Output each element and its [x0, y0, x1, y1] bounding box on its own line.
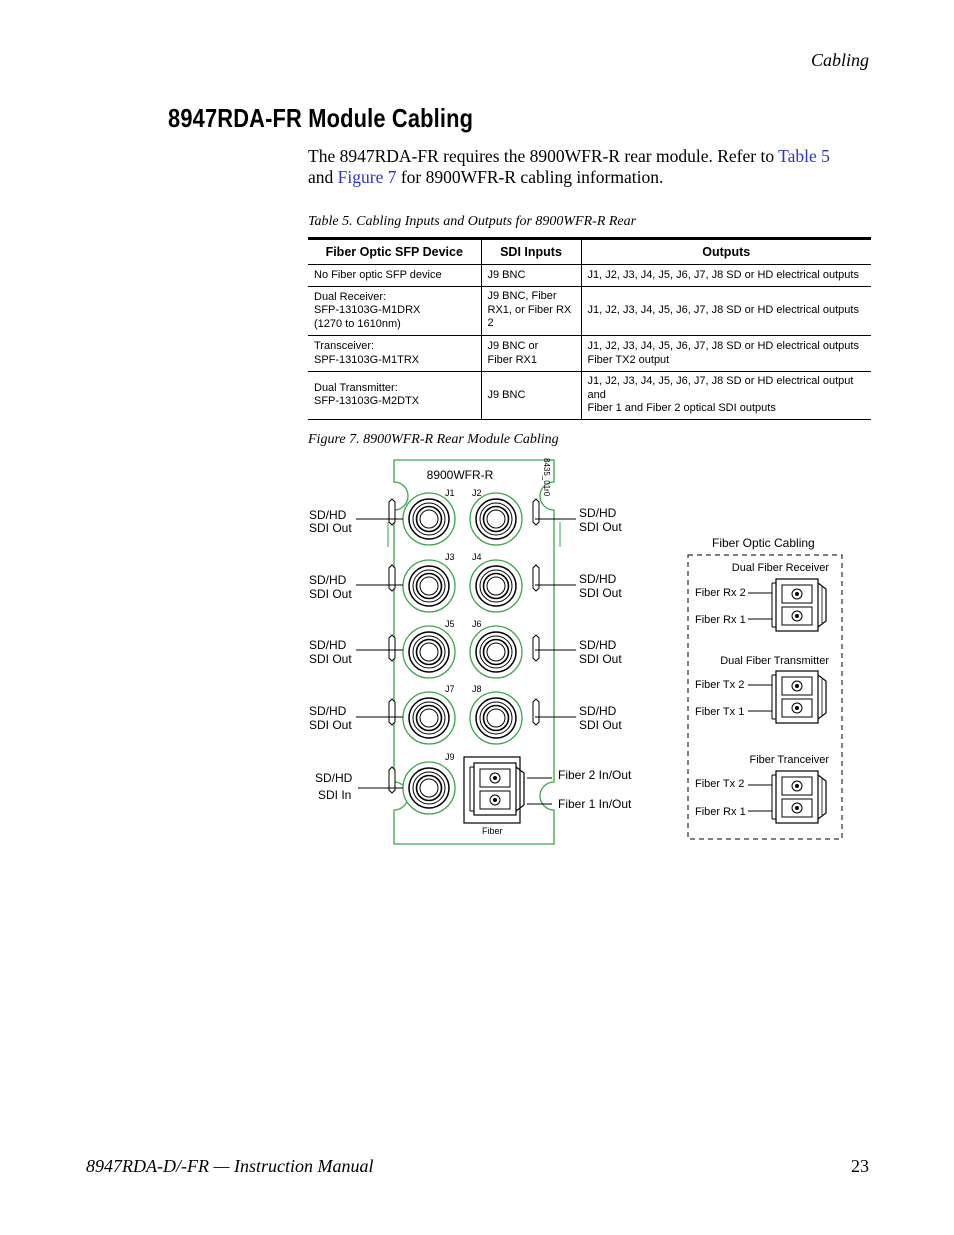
- output-label: SDI Out: [309, 652, 352, 666]
- intro-paragraph: [308, 146, 868, 188]
- inputs-cell: J9 BNC or Fiber RX1: [481, 336, 581, 372]
- bnc-connector-j3[interactable]: [403, 560, 455, 612]
- table-row: [308, 372, 871, 420]
- intro-text: The 8947RDA-FR requires the 8900WFR-R rear module. Refer to: [308, 146, 779, 166]
- output-label: SD/HD: [309, 573, 347, 587]
- output-label: SD/HD: [579, 572, 617, 586]
- bnc-connector-j5[interactable]: [403, 626, 455, 678]
- page-number: 23: [851, 1156, 869, 1176]
- bnc-connector-j6[interactable]: [470, 626, 522, 678]
- inputs-cell: J9 BNC: [481, 372, 581, 420]
- output-label: SDI Out: [309, 521, 352, 535]
- input-label: SDI In: [318, 788, 352, 802]
- connector-label: J1: [445, 488, 455, 498]
- bnc-connector-j4[interactable]: [470, 560, 522, 612]
- output-label: SD/HD: [309, 508, 347, 522]
- fiber-port-label: Fiber 1 In/Out: [558, 797, 632, 811]
- table-row: [308, 265, 871, 287]
- connector-label: J7: [445, 684, 455, 694]
- outputs-cell: J1, J2, J3, J4, J5, J6, J7, J8 SD or HD electrical output and Fiber 1 and Fiber 2 optical SDI outputs: [581, 372, 871, 420]
- fiber-label: Fiber: [482, 826, 503, 836]
- device-cell: Transceiver: SPF-13103G-M1TRX: [308, 336, 481, 372]
- fiber-group-name: Dual Fiber Transmitter: [720, 655, 829, 667]
- dual-receiver-connector: [772, 579, 826, 631]
- intro-text: and: [308, 167, 338, 187]
- bnc-connector-j7[interactable]: [403, 692, 455, 744]
- connector-label: J9: [445, 752, 455, 762]
- dual-transmitter-connector: [772, 671, 826, 723]
- input-label: SD/HD: [315, 771, 353, 785]
- connector-label: J8: [472, 684, 482, 694]
- connector-label: J3: [445, 552, 455, 562]
- column-header: SDI Inputs: [481, 239, 581, 265]
- section-title: 8947RDA-FR Module Cabling: [168, 103, 474, 133]
- figure-caption: Figure 7. 8900WFR-R Rear Module Cabling: [308, 432, 559, 447]
- fiber-port-label: Fiber Rx 1: [695, 806, 746, 818]
- table-row: [308, 336, 871, 372]
- table-header-row: [308, 239, 871, 265]
- output-label: SDI Out: [309, 587, 352, 601]
- fiber-group-name: Dual Fiber Receiver: [731, 562, 829, 574]
- connector-label: J4: [472, 552, 482, 562]
- output-label: SD/HD: [579, 638, 617, 652]
- fiber-sfp-connector[interactable]: [470, 763, 524, 815]
- device-cell: No Fiber optic SFP device: [308, 265, 481, 287]
- column-header: Fiber Optic SFP Device: [308, 239, 481, 265]
- output-label: SD/HD: [579, 506, 617, 520]
- output-label: SD/HD: [309, 704, 347, 718]
- connector-label: J6: [472, 619, 482, 629]
- fiber-box-title: Fiber Optic Cabling: [712, 536, 815, 550]
- device-cell: Dual Receiver: SFP-13103G-M1DRX (1270 to 1610nm): [308, 287, 481, 336]
- running-header: Cabling: [810, 50, 869, 70]
- output-label: SDI Out: [579, 718, 622, 732]
- table-row: [308, 287, 871, 336]
- output-label: SDI Out: [579, 586, 622, 600]
- fiber-port-label: Fiber Rx 2: [695, 587, 746, 599]
- output-label: SDI Out: [309, 718, 352, 732]
- output-label: SD/HD: [309, 638, 347, 652]
- footer-manual-title: 8947RDA-D/-FR — Instruction Manual: [86, 1156, 374, 1176]
- fiber-port-label: Fiber Tx 2: [695, 778, 745, 790]
- cabling-table: [308, 237, 871, 420]
- table-5-link[interactable]: Table 5: [778, 146, 830, 166]
- fiber-port-label: Fiber Tx 2: [695, 679, 745, 691]
- bnc-connector-j9[interactable]: [403, 762, 455, 814]
- fiber-port-label: Fiber Rx 1: [695, 614, 746, 626]
- transceiver-connector: [772, 771, 826, 823]
- output-label: SDI Out: [579, 520, 622, 534]
- figure-id: 8435_01r0: [542, 458, 551, 497]
- output-label: SD/HD: [579, 704, 617, 718]
- outputs-cell: J1, J2, J3, J4, J5, J6, J7, J8 SD or HD electrical outputs: [581, 287, 871, 336]
- output-label: SDI Out: [579, 652, 622, 666]
- bnc-connector-j1[interactable]: [403, 493, 455, 545]
- fiber-group-name: Fiber Tranceiver: [749, 754, 829, 766]
- outputs-cell: J1, J2, J3, J4, J5, J6, J7, J8 SD or HD electrical outputs: [581, 265, 871, 287]
- figure-7-link[interactable]: Figure 7: [337, 167, 397, 187]
- fiber-port-label: Fiber 2 In/Out: [558, 768, 632, 782]
- bnc-connector-j8[interactable]: [470, 692, 522, 744]
- connector-label: J2: [472, 488, 482, 498]
- inputs-cell: J9 BNC: [481, 265, 581, 287]
- module-name: 8900WFR-R: [426, 468, 494, 482]
- connector-label: J5: [445, 619, 455, 629]
- table-caption: Table 5. Cabling Inputs and Outputs for 8900WFR-R Rear: [308, 214, 637, 229]
- bnc-connector-j2[interactable]: [470, 493, 522, 545]
- column-header: Outputs: [581, 239, 871, 265]
- device-cell: Dual Transmitter: SFP-13103G-M2DTX: [308, 372, 481, 420]
- outputs-cell: J1, J2, J3, J4, J5, J6, J7, J8 SD or HD electrical outputs Fiber TX2 output: [581, 336, 871, 372]
- fiber-port-label: Fiber Tx 1: [695, 706, 745, 718]
- rear-module-figure: [300, 452, 860, 852]
- intro-text: for 8900WFR-R cabling information.: [396, 167, 664, 187]
- inputs-cell: J9 BNC, Fiber RX1, or Fiber RX 2: [481, 287, 581, 336]
